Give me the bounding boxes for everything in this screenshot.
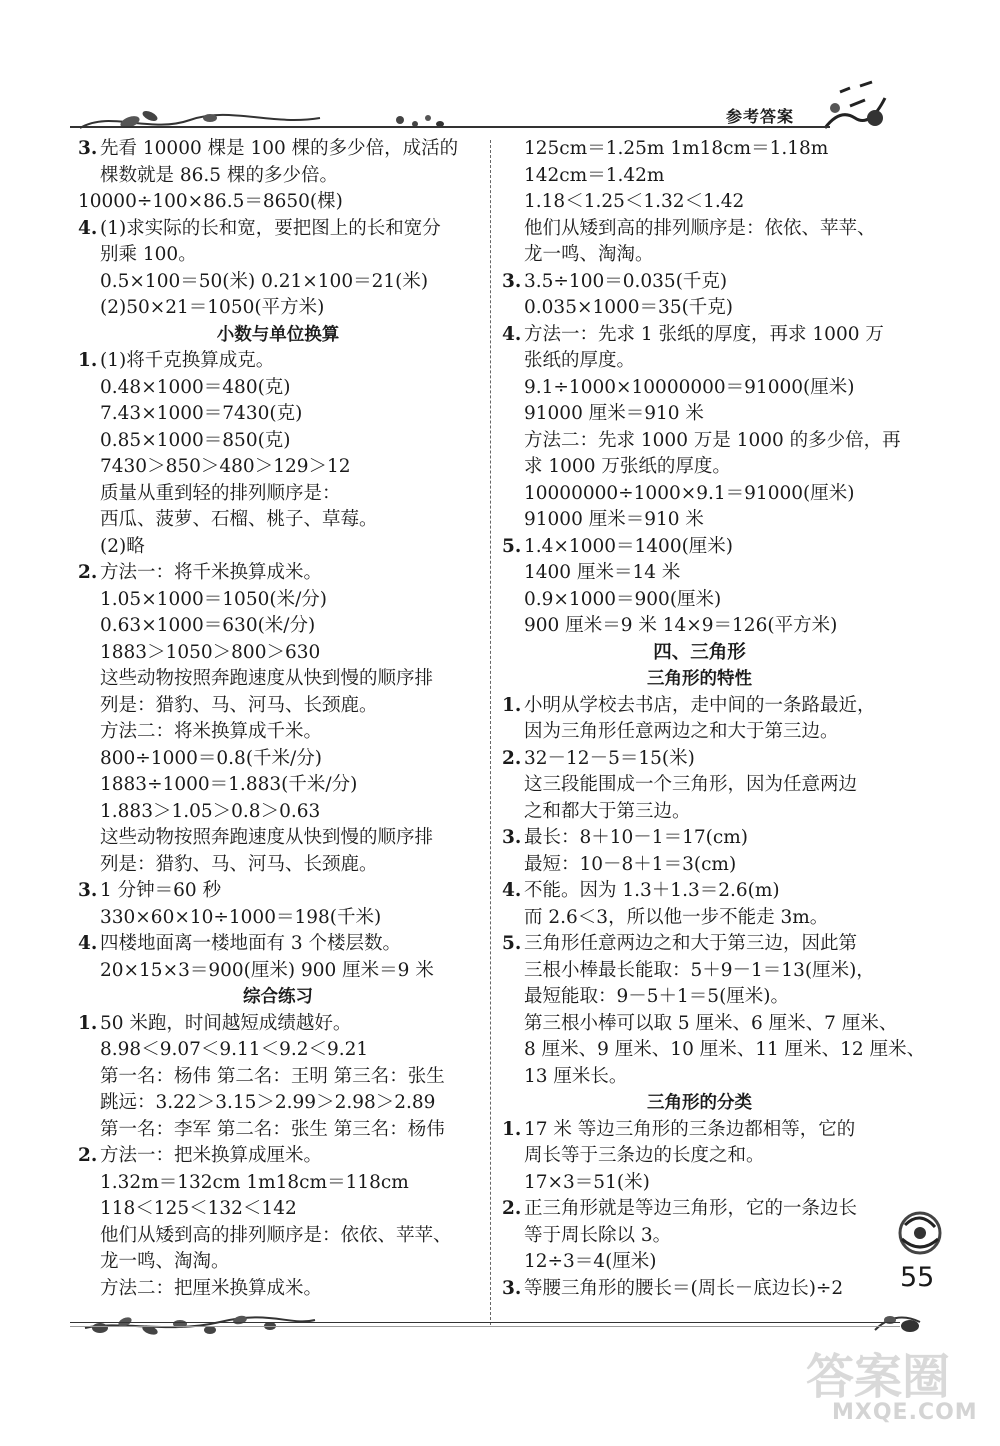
answer-line: 118＜125＜132＜142	[100, 1198, 297, 1219]
watermark-url: MXQE.COM	[832, 1400, 978, 1425]
question-number: 4.	[78, 933, 98, 954]
answer-line: 龙一鸣、淘淘。	[100, 1251, 230, 1272]
question-number: 4.	[502, 880, 522, 901]
question-line	[78, 1143, 478, 1170]
answer-line: 方法二：把厘米换算成米。	[100, 1277, 323, 1299]
question-number: 1.	[78, 350, 98, 371]
section-heading: 三角形的分类	[647, 1093, 752, 1113]
answer-line: 0.035×1000＝35(千克)	[524, 297, 734, 318]
answer-text: 不能。因为 1.3＋1.3＝2.6(m)	[524, 880, 780, 901]
question-number: 3.	[78, 138, 98, 159]
answer-line: 求 1000 万张纸的厚度。	[524, 456, 731, 477]
answer-text: 1.4×1000＝1400(厘米)	[524, 535, 734, 557]
question-line	[502, 693, 897, 720]
answer-line: 12÷3＝4(厘米)	[524, 1251, 657, 1272]
question-line	[502, 931, 897, 958]
answer-text: 3.5÷100＝0.035(千克)	[524, 270, 728, 292]
watermark-brand: 答案圈	[806, 1349, 951, 1405]
question-number: 5.	[502, 933, 522, 954]
section-heading: 三角形的特性	[647, 669, 752, 689]
answer-line: 91000 厘米＝910 米	[524, 403, 704, 424]
answer-line: 第一名：李军 第二名：张生 第三名：杨伟	[100, 1118, 445, 1140]
answer-line: 第一名：杨伟 第二名：王明 第三名：张生	[100, 1065, 445, 1087]
answer-line: 0.85×1000＝850(克)	[100, 429, 291, 451]
answer-text: 小明从学校去书店，走中间的一条路最近，	[524, 694, 876, 716]
question-number: 1.	[78, 1012, 98, 1034]
answer-line: 因为三角形任意两边之和大于第三边。	[524, 721, 839, 742]
answer-line: 1400 厘米＝14 米	[524, 562, 681, 583]
answer-line: 他们从矮到高的排列顺序是：依依、苹苹、	[524, 217, 876, 239]
question-line	[502, 1117, 897, 1144]
question-number: 4.	[502, 323, 522, 345]
question-line	[78, 931, 478, 958]
answer-text: 方法一：先求 1 张纸的厚度，再求 1000 万	[524, 323, 884, 345]
question-line	[502, 878, 897, 905]
answer-text: 1 分钟＝60 秒	[100, 880, 222, 901]
answer-text: 方法一：把米换算成厘米。	[100, 1145, 323, 1166]
answer-line: 13 厘米长。	[524, 1065, 628, 1087]
answer-line: 等于周长除以 3。	[524, 1224, 672, 1246]
question-line	[502, 534, 897, 561]
question-number: 1.	[502, 1118, 522, 1140]
answer-line: 0.63×1000＝630(米/分)	[100, 615, 316, 636]
answer-line: (2)50×21＝1050(平方米)	[100, 297, 325, 318]
answer-line: 0.9×1000＝900(厘米)	[524, 588, 722, 610]
question-line	[78, 136, 478, 163]
question-line	[502, 746, 897, 773]
answer-line: 方法二：先求 1000 万是 1000 的多少倍，再	[524, 429, 901, 451]
answer-line: 龙一鸣、淘淘。	[524, 244, 654, 265]
answer-line: 17×3＝51(米)	[524, 1171, 650, 1193]
question-number: 1.	[502, 694, 522, 716]
answer-text: (1)将千克换算成克。	[100, 350, 275, 371]
question-number: 3.	[502, 827, 522, 848]
answer-line: 1883＞1050＞800＞630	[100, 641, 321, 663]
question-number: 4.	[78, 217, 98, 239]
question-line	[502, 322, 897, 349]
answer-line: 跳远：3.22＞3.15＞2.99＞2.98＞2.89	[100, 1092, 436, 1113]
answer-line: 而 2.6＜3，所以他一步不能走 3m。	[524, 906, 829, 928]
answer-line: 方法二：将米换算成千米。	[100, 721, 323, 742]
answer-line: 20×15×3＝900(厘米) 900 厘米＝9 米	[100, 959, 434, 981]
header-rule	[70, 126, 830, 128]
answer-line: 10000000÷1000×9.1＝91000(厘米)	[524, 482, 855, 504]
header-vine-ornament	[70, 100, 450, 140]
answer-text: (1)求实际的长和宽，要把图上的长和宽分	[100, 217, 441, 239]
answer-line: 8.98＜9.07＜9.11＜9.2＜9.21	[100, 1039, 369, 1060]
section-heading: 综合练习	[243, 987, 313, 1007]
answer-line: 800÷1000＝0.8(千米/分)	[100, 747, 322, 769]
answer-line: 别乘 100。	[100, 244, 197, 265]
answer-line: 棵数就是 86.5 棵的多少倍。	[100, 164, 338, 186]
header-corner-ornament	[820, 78, 890, 138]
answer-line: 周长等于三条边的长度之和。	[524, 1145, 765, 1166]
question-number: 2.	[502, 1198, 522, 1219]
answer-line: 900 厘米＝9 米 14×9＝126(平方米)	[524, 615, 838, 636]
page-number: 55	[900, 1262, 935, 1293]
answer-text: 17 米 等边三角形的三条边都相等，它的	[524, 1118, 856, 1140]
question-line	[78, 348, 478, 375]
answer-line: 91000 厘米＝910 米	[524, 509, 704, 530]
question-line	[78, 216, 478, 243]
answer-line: 1.32m＝132cm 1m18cm＝118cm	[100, 1171, 409, 1193]
footer-rule	[70, 1322, 900, 1323]
answer-line: 张纸的厚度。	[524, 350, 636, 371]
question-number: 2.	[78, 1145, 98, 1166]
answer-line: (2)略	[100, 535, 145, 557]
answer-line: 8 厘米、9 厘米、10 厘米、11 厘米、12 厘米、	[524, 1039, 926, 1060]
answer-text: 四楼地面离一楼地面有 3 个楼层数。	[100, 933, 402, 954]
question-number: 3.	[502, 1277, 522, 1299]
answer-text: 32－12－5＝15(米)	[524, 747, 695, 769]
question-number: 2.	[502, 747, 522, 769]
answer-text: 正三角形就是等边三角形，它的一条边长	[524, 1198, 858, 1219]
answer-line: 1.05×1000＝1050(米/分)	[100, 588, 328, 610]
footer-rule-secondary	[70, 1326, 900, 1327]
answer-line: 142cm＝1.42m	[524, 164, 665, 186]
question-number: 5.	[502, 535, 522, 557]
question-number: 3.	[78, 880, 98, 901]
question-line	[78, 1011, 478, 1038]
answer-line: 0.48×1000＝480(克)	[100, 376, 291, 398]
answer-line: 质量从重到轻的排列顺序是：	[100, 482, 341, 504]
question-number: 2.	[78, 562, 98, 583]
answer-line: 9.1÷1000×10000000＝91000(厘米)	[524, 376, 855, 398]
answer-line: 之和都大于第三边。	[524, 800, 691, 822]
answer-line: 10000÷100×86.5＝8650(棵)	[78, 191, 343, 212]
answer-line: 7430＞850＞480＞129＞12	[100, 456, 351, 477]
answer-line: 1.883＞1.05＞0.8＞0.63	[100, 800, 321, 822]
answer-text: 最长：8＋10－1＝17(cm)	[524, 827, 748, 848]
page-corner-ornament	[890, 1205, 950, 1260]
answer-text: 三角形任意两边之和大于第三边，因此第	[524, 933, 858, 954]
answer-line: 第三根小棒可以取 5 厘米、6 厘米、7 厘米、	[524, 1012, 898, 1034]
answer-line: 这三段能围成一个三角形，因为任意两边	[524, 774, 858, 795]
answer-line: 最短：10－8＋1＝3(cm)	[524, 853, 737, 875]
answer-text: 50 米跑，时间越短成绩越好。	[100, 1012, 352, 1034]
answer-line: 这些动物按照奔跑速度从快到慢的顺序排	[100, 827, 434, 848]
question-number: 3.	[502, 270, 522, 292]
header-label: 参考答案	[726, 107, 795, 126]
answer-line: 1883÷1000＝1.883(千米/分)	[100, 774, 358, 795]
answer-line: 1.18＜1.25＜1.32＜1.42	[524, 191, 745, 212]
answer-line: 330×60×10÷1000＝198(千米)	[100, 906, 382, 928]
answer-line: 这些动物按照奔跑速度从快到慢的顺序排	[100, 668, 434, 689]
column-divider	[490, 140, 491, 1325]
answer-text: 方法一：将千米换算成米。	[100, 562, 323, 583]
left-column	[78, 136, 478, 1302]
answer-text: 等腰三角形的腰长＝(周长－底边长)÷2	[524, 1277, 844, 1299]
answer-line: 0.5×100＝50(米) 0.21×100＝21(米)	[100, 270, 429, 292]
section-heading: 小数与单位换算	[216, 324, 340, 345]
question-line	[502, 269, 897, 296]
question-line	[78, 878, 478, 905]
answer-text: 先看 10000 棵是 100 棵的多少倍，成活的	[100, 138, 459, 159]
answer-line: 他们从矮到高的排列顺序是：依依、苹苹、	[100, 1224, 452, 1246]
answer-line: 西瓜、菠萝、石榴、桃子、草莓。	[100, 509, 378, 530]
answer-line: 三根小棒最长能取：5＋9－1＝13(厘米)，	[524, 959, 875, 981]
question-line	[502, 1196, 897, 1223]
answer-line: 最短能取：9－5＋1＝5(厘米)。	[524, 986, 790, 1007]
question-line	[502, 825, 897, 852]
answer-line: 列是：猎豹、马、河马、长颈鹿。	[100, 694, 378, 716]
answer-line: 125cm＝1.25m 1m18cm＝1.18m	[524, 138, 829, 159]
answer-line: 列是：猎豹、马、河马、长颈鹿。	[100, 853, 378, 875]
chapter-heading: 四、三角形	[653, 641, 746, 663]
question-line	[502, 1276, 897, 1303]
answer-line: 7.43×1000＝7430(克)	[100, 403, 303, 424]
question-line	[78, 560, 478, 587]
